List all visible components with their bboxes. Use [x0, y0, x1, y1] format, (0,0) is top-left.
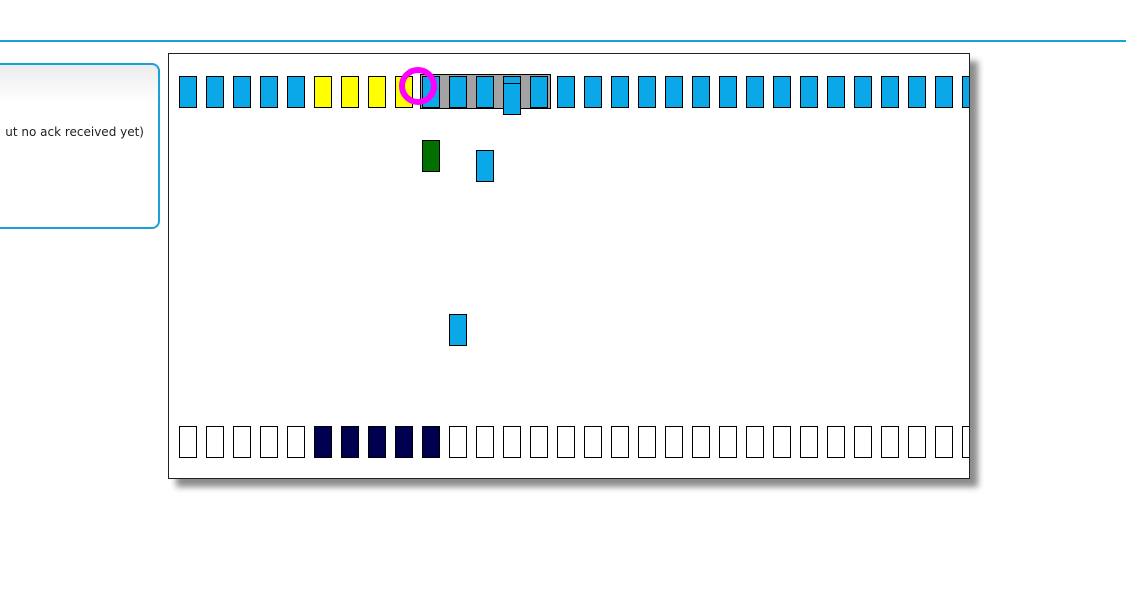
in-flight-packet[interactable]: [449, 314, 467, 346]
sender-packet[interactable]: [854, 76, 872, 108]
sender-packet[interactable]: [314, 76, 332, 108]
receiver-packet: [530, 426, 548, 458]
receiver-packet: [827, 426, 845, 458]
receiver-packet: [557, 426, 575, 458]
simulation-canvas[interactable]: [168, 53, 970, 479]
in-flight-packet[interactable]: [476, 150, 494, 182]
receiver-packet: [179, 426, 197, 458]
sender-packet[interactable]: [881, 76, 899, 108]
receiver-packet: [584, 426, 602, 458]
receiver-packet: [800, 426, 818, 458]
receiver-packet: [611, 426, 629, 458]
receiver-packet: [719, 426, 737, 458]
sender-packet[interactable]: [260, 76, 278, 108]
receiver-packet: [638, 426, 656, 458]
receiver-packet: [341, 426, 359, 458]
sender-packet[interactable]: [800, 76, 818, 108]
header-divider: [0, 40, 1126, 42]
sender-packet[interactable]: [773, 76, 791, 108]
sender-packet[interactable]: [638, 76, 656, 108]
receiver-packet-row: [179, 426, 970, 458]
receiver-packet: [665, 426, 683, 458]
legend-panel: [0, 63, 160, 229]
sender-packet[interactable]: [449, 76, 467, 108]
receiver-packet: [908, 426, 926, 458]
sender-packet[interactable]: [341, 76, 359, 108]
sender-packet[interactable]: [908, 76, 926, 108]
receiver-packet: [449, 426, 467, 458]
sender-packet[interactable]: [746, 76, 764, 108]
receiver-packet: [881, 426, 899, 458]
receiver-packet: [503, 426, 521, 458]
sender-packet[interactable]: [287, 76, 305, 108]
legend-note: ut no ack received yet): [5, 125, 144, 139]
receiver-packet: [746, 426, 764, 458]
sender-packet[interactable]: [179, 76, 197, 108]
sender-packet[interactable]: [368, 76, 386, 108]
sender-packet[interactable]: [692, 76, 710, 108]
in-flight-packet[interactable]: [503, 83, 521, 115]
receiver-packet: [692, 426, 710, 458]
sender-packet[interactable]: [476, 76, 494, 108]
sender-packet[interactable]: [530, 76, 548, 108]
sender-packet[interactable]: [665, 76, 683, 108]
sender-packet[interactable]: [719, 76, 737, 108]
receiver-packet: [854, 426, 872, 458]
sender-packet-row: [179, 76, 970, 108]
sender-packet[interactable]: [935, 76, 953, 108]
receiver-packet: [422, 426, 440, 458]
receiver-packet: [773, 426, 791, 458]
receiver-packet: [260, 426, 278, 458]
receiver-packet: [368, 426, 386, 458]
sender-packet[interactable]: [611, 76, 629, 108]
sender-packet[interactable]: [206, 76, 224, 108]
sender-packet[interactable]: [557, 76, 575, 108]
receiver-packet: [962, 426, 970, 458]
sender-packet[interactable]: [233, 76, 251, 108]
receiver-packet: [314, 426, 332, 458]
receiver-packet: [206, 426, 224, 458]
sender-packet[interactable]: [962, 76, 970, 108]
receiver-packet: [476, 426, 494, 458]
mouse-cursor-indicator: [399, 67, 437, 105]
receiver-packet: [935, 426, 953, 458]
receiver-packet: [395, 426, 413, 458]
sender-packet[interactable]: [827, 76, 845, 108]
sender-packet[interactable]: [584, 76, 602, 108]
receiver-packet: [233, 426, 251, 458]
receiver-packet: [287, 426, 305, 458]
in-flight-ack[interactable]: [422, 140, 440, 172]
